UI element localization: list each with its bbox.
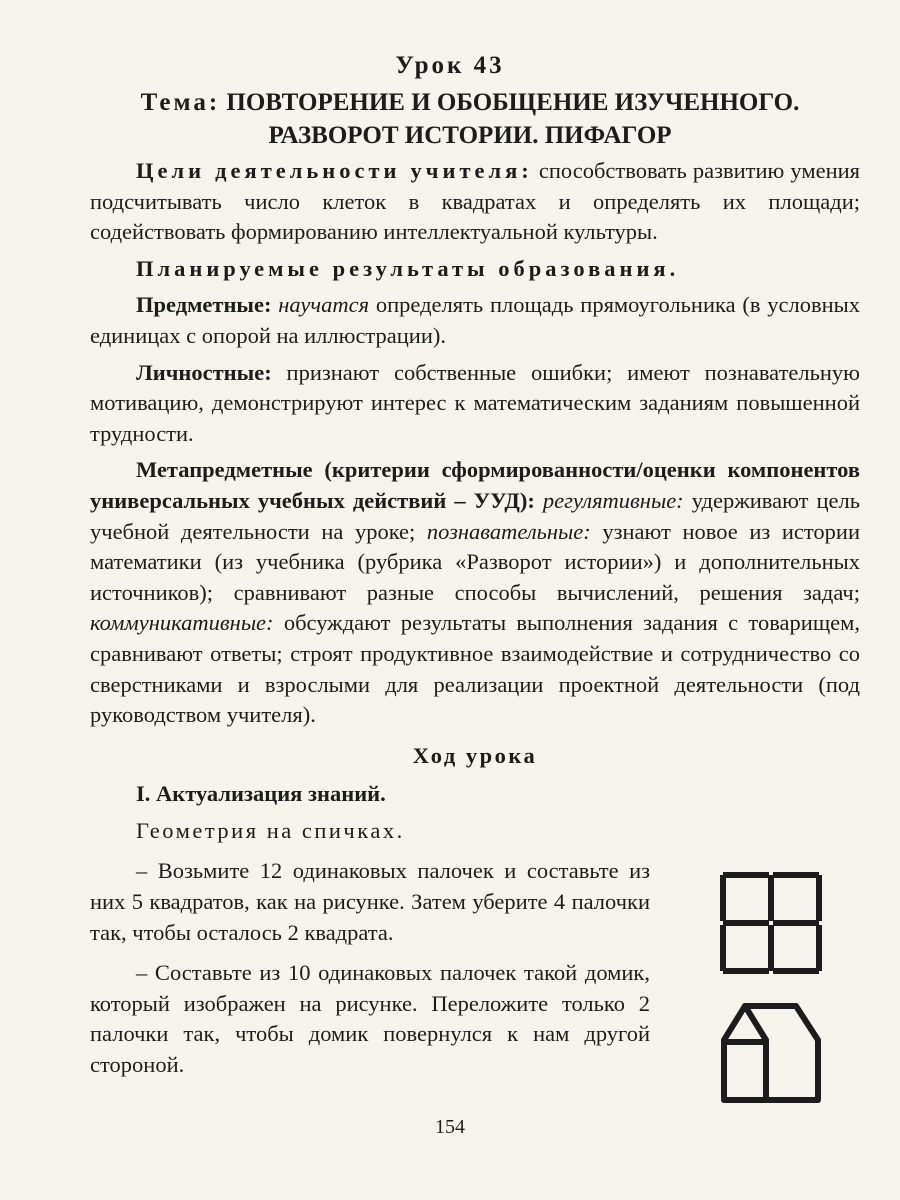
meta-cognitive-label: познавательные:	[426, 518, 591, 544]
meta-communicative-label: коммуникативные:	[90, 610, 274, 636]
subject-text: определять площадь прямоугольника (в условных единицах с опорой на иллюстрации).	[90, 292, 861, 348]
lesson-course-heading: Ход урока	[412, 742, 538, 768]
section-1-heading: I. Актуализация знаний.	[136, 781, 386, 807]
task-2: – Составьте из 10 одинаковых палочек такой домик, который изображен на рисунке. Переложите только 2 палочки так, чтобы домик повернулся к нам другой стороной.	[90, 960, 650, 1078]
topic-label: Тема:	[140, 89, 221, 116]
lesson-topic	[90, 86, 850, 152]
personal-label: Личностные:	[136, 359, 272, 385]
goals-paragraph	[90, 156, 860, 248]
topic-line-2: РАЗВОРОТ ИСТОРИИ. ПИФАГОР	[268, 122, 672, 149]
personal-text: признают собственные ошибки; имеют познавательную мотивацию, демонстрируют интерес к математическим заданиям повышенной трудности.	[90, 359, 860, 446]
task-1: – Возьмите 12 одинаковых палочек и составьте из них 5 квадратов, как на рисунке. Затем уберите 4 палочки так, чтобы осталось 2 квадрата.	[90, 858, 650, 945]
results-heading: Планируемые результаты образования.	[136, 255, 680, 281]
meta-results-paragraph	[90, 455, 860, 730]
personal-results-paragraph	[90, 358, 860, 450]
house-figure	[718, 998, 824, 1108]
lesson-number: Урок 43	[395, 52, 505, 79]
goals-text: способствовать развитию умения подсчитывать число клеток в квадратах и определять их площади; содействовать формированию интеллектуальной культуры.	[90, 158, 861, 245]
subject-italic: научатся	[278, 292, 370, 318]
goals-label: Цели деятельности учителя:	[136, 158, 533, 183]
meta-label: Метапредметные (критерии сформированности/оценки компонентов универсальных учебных действий – УУД):	[90, 457, 860, 513]
meta-regulatory-text: удерживают цель учебной деятельности на уроке;	[90, 487, 861, 544]
subject-results-paragraph	[90, 290, 860, 351]
topic-line-1: ПОВТОРЕНИЕ И ОБОБЩЕНИЕ ИЗУЧЕННОГО.	[226, 89, 800, 116]
subject-label: Предметные:	[136, 292, 272, 318]
meta-regulatory-label: регулятивные:	[542, 487, 684, 513]
matchsticks-subheading: Геометрия на спичках.	[136, 817, 405, 843]
meta-communicative-text: обсуждают результаты выполнения задания с товарищем, сравнивают ответы; строят продуктивное взаимодействие и сотрудничество со сверстниками и взрослыми для реализации проектной деятельности (под руководством учителя).	[90, 610, 860, 728]
five-squares-figure	[718, 870, 824, 976]
meta-cognitive-text: узнают новое из истории математики (из учебника (рубрика «Разворот истории») и дополнительных источников); сравнивают разные способы вычислений, решения задач;	[90, 518, 861, 605]
page-number: 154	[435, 1116, 465, 1138]
